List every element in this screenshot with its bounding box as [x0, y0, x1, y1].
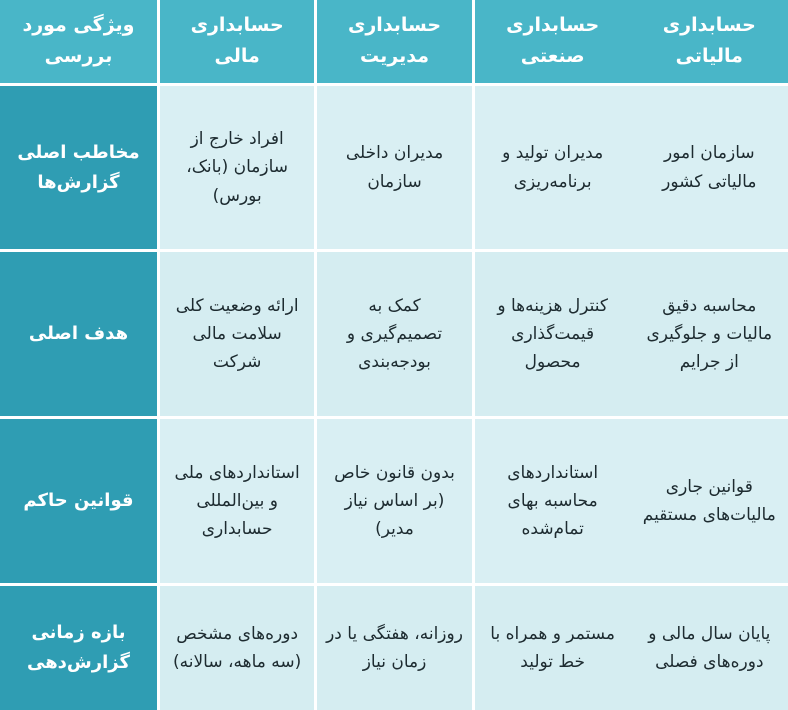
cell-rules-cost: استانداردهای محاسبه بهای تمام‌شده	[473, 418, 630, 585]
cell-audience-financial: افراد خارج از سازمان (بانک، بورس)	[158, 84, 315, 251]
cell-goal-tax: محاسبه دقیق مالیات و جلوگیری از جرایم	[631, 251, 788, 418]
cell-goal-cost: کنترل هزینه‌ها و قیمت‌گذاری محصول	[473, 251, 630, 418]
cell-period-cost: مستمر و همراه با خط تولید	[473, 584, 630, 710]
row-label-rules: قوانین حاکم	[0, 418, 158, 585]
cell-period-management: روزانه، هفتگی یا در زمان نیاز	[316, 584, 473, 710]
row-label-period: بازه زمانی گزارش‌دهی	[0, 584, 158, 710]
row-label-goal: هدف اصلی	[0, 251, 158, 418]
cell-period-tax: پایان سال مالی و دوره‌های فصلی	[631, 584, 788, 710]
table-row	[0, 251, 788, 418]
cell-audience-tax: سازمان امور مالیاتی کشور	[631, 84, 788, 251]
cell-period-financial: دوره‌های مشخص (سه ماهه، سالانه)	[158, 584, 315, 710]
cell-rules-management: بدون قانون خاص (بر اساس نیاز مدیر)	[316, 418, 473, 585]
cell-goal-financial: ارائه وضعیت کلی سلامت مالی شرکت	[158, 251, 315, 418]
column-header-cost-accounting: حسابداری صنعتی	[473, 0, 630, 84]
column-header-feature: ویژگی مورد بررسی	[0, 0, 158, 84]
cell-audience-management: مدیران داخلی سازمان	[316, 84, 473, 251]
table-row	[0, 84, 788, 251]
cell-rules-tax: قوانین جاری مالیات‌های مستقیم	[631, 418, 788, 585]
table-row	[0, 418, 788, 585]
cell-rules-financial: استانداردهای ملی و بین‌المللی حسابداری	[158, 418, 315, 585]
column-header-management-accounting: حسابداری مدیریت	[316, 0, 473, 84]
cell-goal-management: کمک به تصمیم‌گیری و بودجه‌بندی	[316, 251, 473, 418]
column-header-financial-accounting: حسابداری مالی	[158, 0, 315, 84]
table-row	[0, 584, 788, 710]
column-header-tax-accounting: حسابداری مالیاتی	[631, 0, 788, 84]
cell-audience-cost: مدیران تولید و برنامه‌ریزی	[473, 84, 630, 251]
row-label-audience: مخاطب اصلی گزارش‌ها	[0, 84, 158, 251]
table-header-row	[0, 0, 788, 84]
